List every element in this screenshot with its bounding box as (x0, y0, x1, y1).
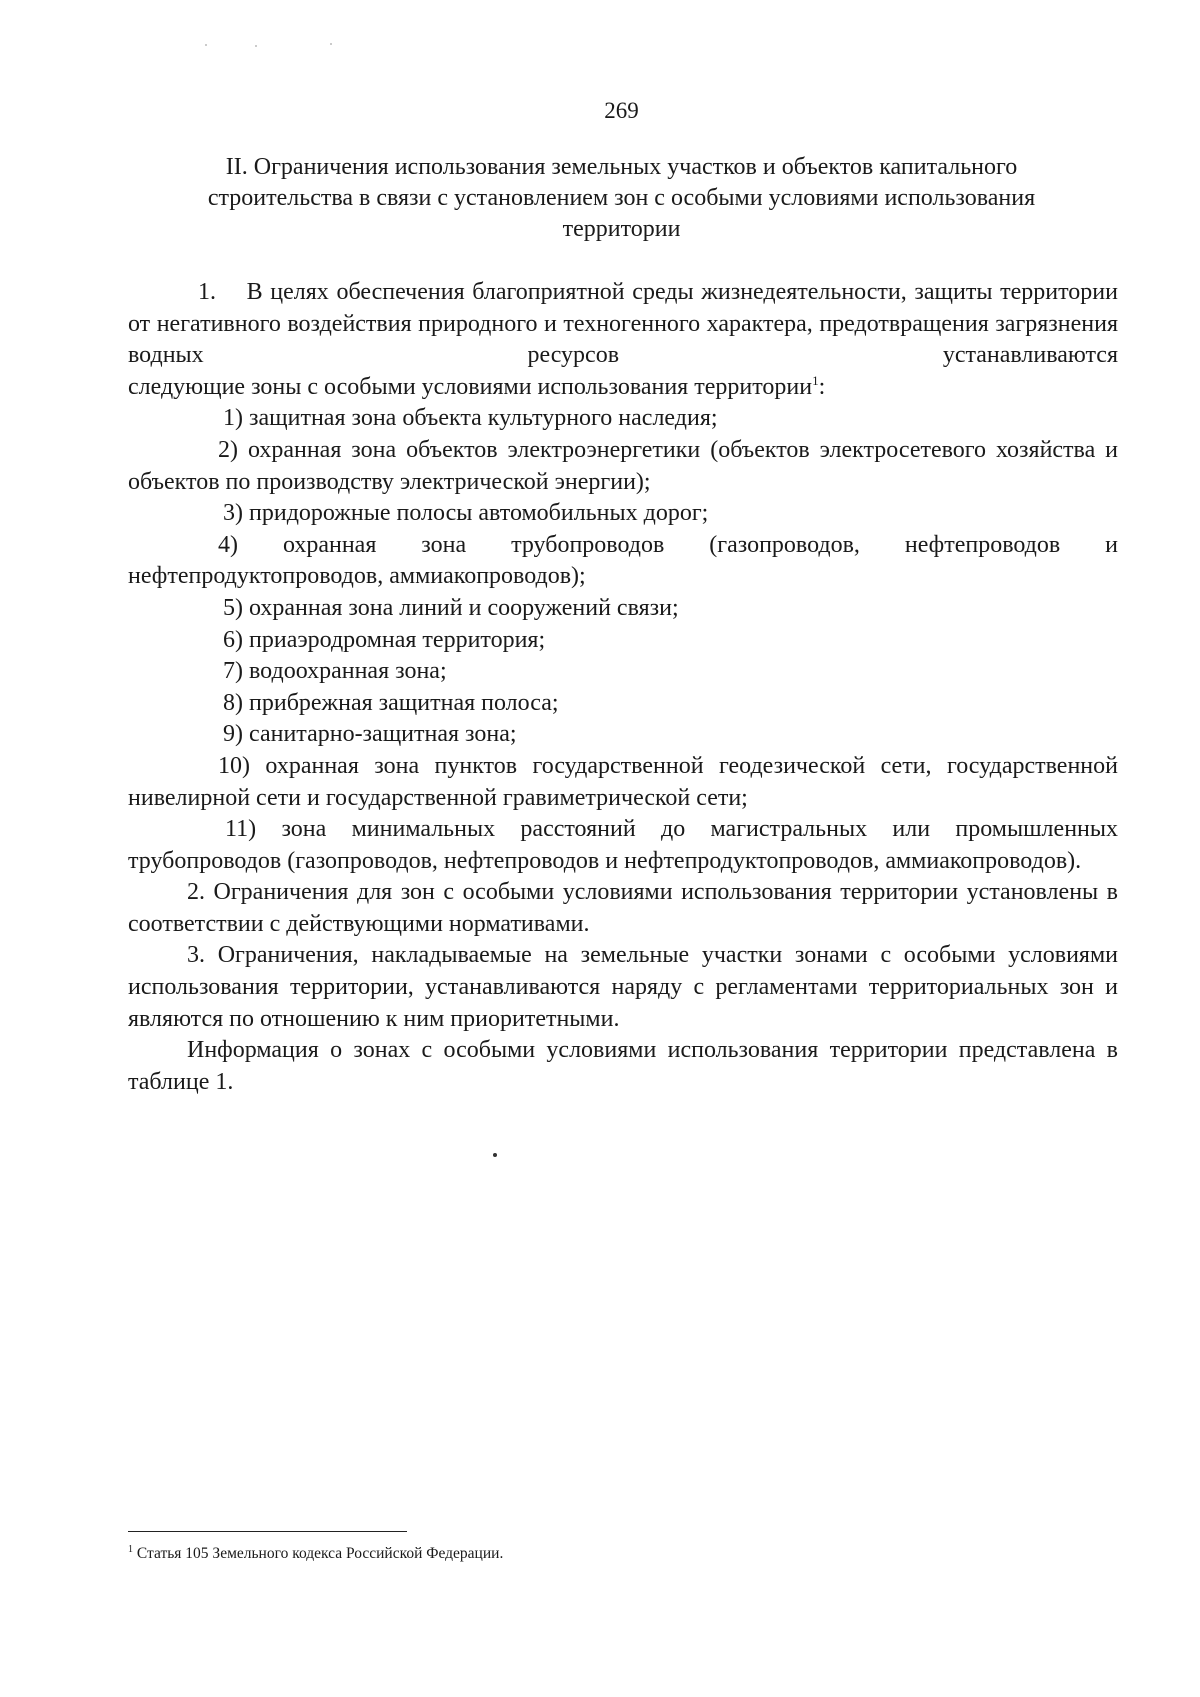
paragraph-1-text: В целях обеспечения благоприятной среды жизнедеятельности, защиты территории от негативного воздействия природного и техногенного характера, предотвращения загрязнения водных ресурсов устанавливаются (128, 279, 1118, 369)
list-item: 7) водоохранная зона; (223, 658, 447, 685)
scan-artifact-dot (255, 45, 257, 47)
list-item: 1) защитная зона объекта культурного наследия; (223, 405, 718, 432)
footnote-separator (128, 1531, 407, 1532)
list-item: 9) санитарно-защитная зона; (223, 721, 517, 748)
paragraph-3: 3. Ограничения, накладываемые на земельные участки зонами с особыми условиями использования территории, устанавливаются наряду с регламентами территориальных зон и являются по отношению к ним приоритетными. (128, 942, 1118, 1032)
page-number: 269 (604, 98, 639, 123)
list-item: 4) охранная зона трубопроводов (газопроводов, нефтепроводов и нефтепродуктопроводов, аммиакопроводов); (128, 531, 1118, 590)
footnote-marker: 1 (128, 1543, 133, 1555)
scan-artifact-dot (330, 43, 332, 45)
paragraph-1-number: 1. (198, 279, 216, 305)
footnote-text: Статья 105 Земельного кодекса Российской Федерации. (136, 1545, 504, 1562)
list-item: 8) прибрежная защитная полоса; (223, 689, 559, 716)
footnote (128, 1544, 828, 1564)
document-body (128, 277, 1118, 1098)
paragraph-2: 2. Ограничения для зон с особыми условиями использования территории установлены в соответствии с действующими нормативами. (128, 879, 1118, 937)
scan-artifact-dot (205, 44, 207, 46)
scan-artifact-dot (493, 1153, 497, 1157)
paragraph-info: Информация о зонах с особыми условиями использования территории представлена в таблице 1. (128, 1037, 1118, 1095)
list-item: 6) приаэродромная территория; (223, 626, 546, 653)
list-item: 2) охранная зона объектов электроэнергетики (объектов электросетевого хозяйства и объектов по производству электрической энергии); (128, 436, 1118, 495)
footnote-reference[interactable]: 1 (812, 372, 819, 388)
list-item: 10) охранная зона пунктов государственной геодезической сети, государственной нивелирной сети и государственной гравиметрической сети; (128, 752, 1118, 811)
paragraph-1-last-line: следующие зоны с особыми условиями использования территории$^1$: (128, 372, 826, 400)
section-title: II. Ограничения использования земельных участков и объектов капитального строительства в связи с установлением зон с особыми условиями использования территории (207, 154, 1036, 242)
list-item: 3) придорожные полосы автомобильных дорог; (223, 500, 709, 527)
list-item: 11) зона минимальных расстояний до магистральных или промышленных трубопроводов (газопроводов, нефтепроводов и нефтепродуктопроводов, аммиакопроводов). (128, 816, 1119, 874)
list-item: 5) охранная зона линий и сооружений связи; (223, 594, 679, 621)
paragraph-1 (128, 277, 1118, 372)
